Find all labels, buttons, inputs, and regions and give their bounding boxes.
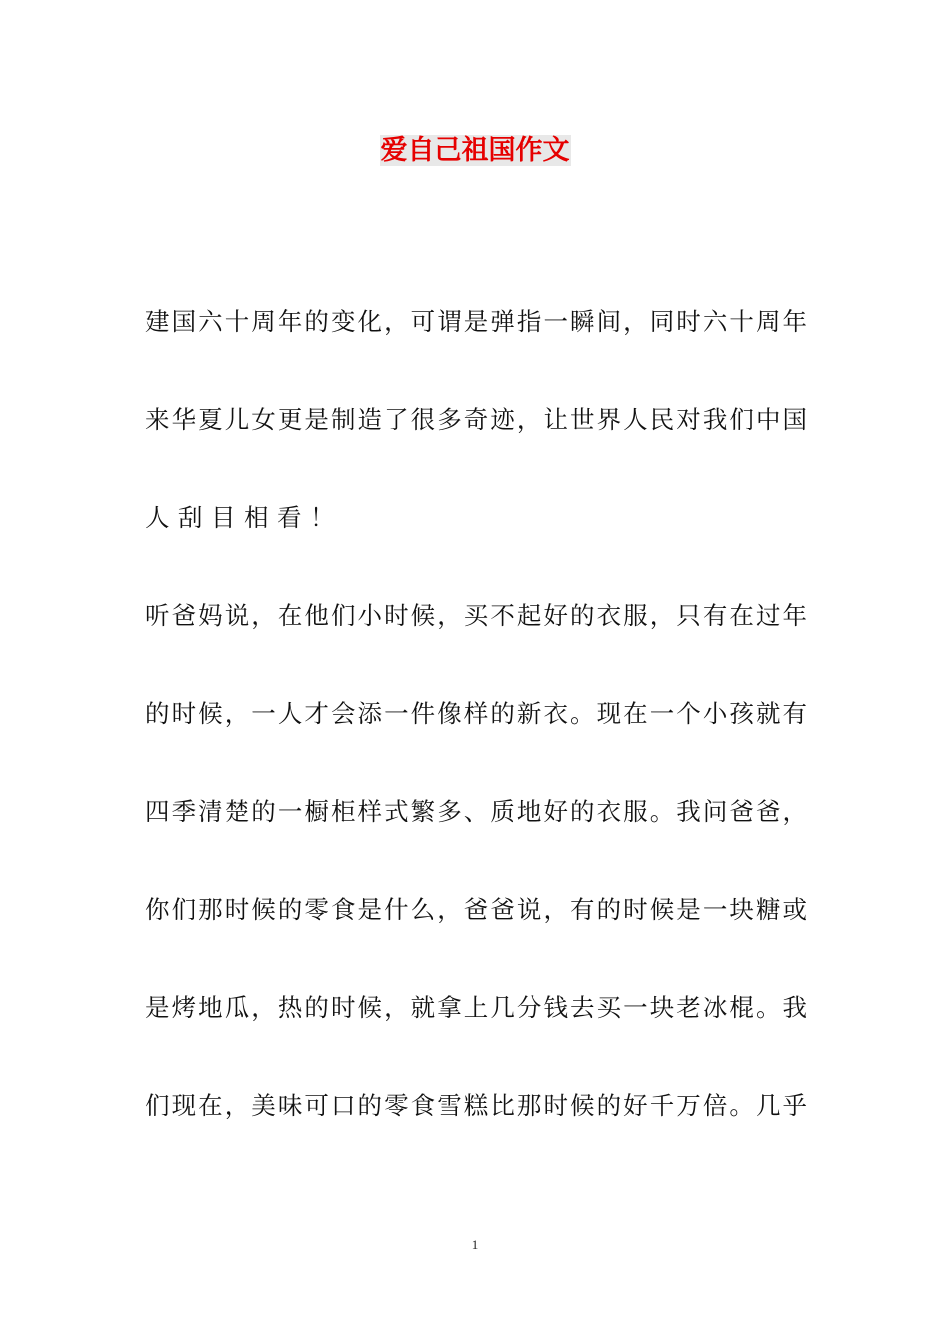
line-char: 清 bbox=[198, 797, 223, 826]
line-char: 食 bbox=[410, 1091, 436, 1120]
line-char: 时 bbox=[171, 699, 197, 728]
line-char: 建 bbox=[145, 307, 170, 336]
line-char: 的 bbox=[251, 797, 276, 826]
line-char: 零 bbox=[304, 895, 329, 924]
line-char: 你 bbox=[145, 895, 170, 924]
line-char: 四 bbox=[145, 797, 170, 826]
paragraph-line bbox=[145, 792, 807, 832]
line-char: 候 bbox=[649, 895, 675, 924]
line-char: 现 bbox=[171, 1091, 197, 1120]
line-char: 人 bbox=[145, 503, 170, 532]
line-char: 乎 bbox=[782, 1091, 807, 1120]
line-char: 好 bbox=[623, 1091, 648, 1120]
line-char: 的 bbox=[596, 1091, 622, 1120]
paragraph-line bbox=[145, 694, 807, 734]
line-char: 不 bbox=[490, 601, 515, 630]
line-char: 过 bbox=[755, 601, 781, 630]
line-char: 钱 bbox=[543, 993, 568, 1022]
line-char: 界 bbox=[596, 405, 622, 434]
line-char: 可 bbox=[304, 1091, 329, 1120]
line-char: 件 bbox=[410, 699, 436, 728]
line-char: ， bbox=[224, 699, 250, 728]
line-char: 人 bbox=[277, 699, 303, 728]
line-char: 会 bbox=[330, 699, 356, 728]
line-char: 去 bbox=[570, 993, 595, 1022]
line-char: 对 bbox=[676, 405, 701, 434]
line-char: 热 bbox=[277, 993, 303, 1022]
line-char: 时 bbox=[623, 895, 648, 924]
line-char: 什 bbox=[384, 895, 409, 924]
line-char: 问 bbox=[702, 797, 728, 826]
line-char: 十 bbox=[224, 307, 250, 336]
line-char: 老 bbox=[676, 993, 701, 1022]
line-char: 糕 bbox=[463, 1091, 489, 1120]
line-char: 的 bbox=[490, 699, 515, 728]
line-char: 儿 bbox=[224, 405, 250, 434]
line-char: 瓜 bbox=[224, 993, 250, 1022]
paragraph-line bbox=[145, 498, 807, 538]
line-char: 拿 bbox=[437, 993, 462, 1022]
line-char: 衣 bbox=[543, 699, 568, 728]
line-char: 周 bbox=[251, 307, 276, 336]
line-char: 才 bbox=[304, 699, 329, 728]
line-char: ， bbox=[251, 601, 276, 630]
line-char: 、 bbox=[463, 797, 489, 826]
line-char: 候 bbox=[198, 699, 223, 728]
line-char: 民 bbox=[649, 405, 675, 434]
line-char: 几 bbox=[755, 1091, 781, 1120]
line-char: 年 bbox=[782, 601, 807, 630]
line-char: 楚 bbox=[224, 797, 250, 826]
line-char: ， bbox=[224, 1091, 250, 1120]
line-char: 的 bbox=[570, 601, 595, 630]
line-char: 就 bbox=[755, 699, 781, 728]
line-char: 么 bbox=[410, 895, 436, 924]
line-char: 一 bbox=[543, 307, 568, 336]
line-char: 相 bbox=[244, 503, 269, 532]
line-char: 块 bbox=[649, 993, 675, 1022]
line-char: 爸 bbox=[463, 895, 489, 924]
line-char: 的 bbox=[145, 699, 170, 728]
line-char: 国 bbox=[782, 405, 807, 434]
line-char: 质 bbox=[490, 797, 515, 826]
line-char: ， bbox=[543, 895, 568, 924]
line-char: 时 bbox=[224, 895, 250, 924]
line-char: ， bbox=[649, 601, 675, 630]
line-char: 们 bbox=[145, 1091, 170, 1120]
line-char: 买 bbox=[596, 993, 622, 1022]
line-char: 我 bbox=[782, 993, 807, 1022]
line-char: 衣 bbox=[596, 797, 622, 826]
line-char: 一 bbox=[702, 895, 728, 924]
line-char: 在 bbox=[729, 601, 754, 630]
line-char: 华 bbox=[171, 405, 197, 434]
line-char: 多 bbox=[437, 405, 462, 434]
line-char: 买 bbox=[463, 601, 489, 630]
line-char: 一 bbox=[251, 699, 276, 728]
paragraph-line bbox=[145, 988, 807, 1028]
line-char: 食 bbox=[330, 895, 356, 924]
line-char: 季 bbox=[171, 797, 197, 826]
line-char: 起 bbox=[516, 601, 542, 630]
line-char: 的 bbox=[304, 307, 329, 336]
line-char: 妈 bbox=[198, 601, 223, 630]
line-char: 繁 bbox=[410, 797, 436, 826]
line-char: 几 bbox=[490, 993, 515, 1022]
line-char: 爸 bbox=[171, 601, 197, 630]
line-char: 有 bbox=[782, 699, 807, 728]
line-char: 好 bbox=[543, 601, 568, 630]
line-char: 我 bbox=[702, 405, 728, 434]
line-char: 是 bbox=[304, 405, 329, 434]
line-char: 好 bbox=[543, 797, 568, 826]
line-char: 的 bbox=[304, 993, 329, 1022]
line-char: 棍 bbox=[729, 993, 754, 1022]
line-char: 奇 bbox=[463, 405, 489, 434]
line-char: 地 bbox=[516, 797, 542, 826]
line-char: 们 bbox=[171, 895, 197, 924]
line-char: 爸 bbox=[755, 797, 781, 826]
line-char: 时 bbox=[330, 993, 356, 1022]
line-char: 我 bbox=[676, 797, 701, 826]
line-char: 的 bbox=[277, 895, 303, 924]
line-char: 地 bbox=[198, 993, 223, 1022]
line-char: 烤 bbox=[171, 993, 197, 1022]
line-char: 谓 bbox=[437, 307, 462, 336]
paragraph-line bbox=[145, 302, 807, 342]
document-title bbox=[0, 131, 950, 171]
line-char: 那 bbox=[198, 895, 223, 924]
line-char: 的 bbox=[570, 797, 595, 826]
line-char: 柜 bbox=[330, 797, 356, 826]
line-char: 夏 bbox=[198, 405, 223, 434]
line-char: 六 bbox=[198, 307, 223, 336]
line-char: 分 bbox=[516, 993, 542, 1022]
line-char: ， bbox=[251, 993, 276, 1022]
line-char: 爸 bbox=[490, 895, 515, 924]
line-char: 服 bbox=[623, 601, 648, 630]
line-char: 现 bbox=[596, 699, 622, 728]
line-char: 千 bbox=[649, 1091, 675, 1120]
line-char: 是 bbox=[676, 895, 701, 924]
line-char: 样 bbox=[463, 699, 489, 728]
line-char: 制 bbox=[330, 405, 356, 434]
line-char: 候 bbox=[570, 1091, 595, 1120]
paragraph-line bbox=[145, 1086, 807, 1126]
line-char: 冰 bbox=[702, 993, 728, 1022]
line-char: 时 bbox=[676, 307, 701, 336]
line-char: ， bbox=[623, 307, 648, 336]
line-char: 在 bbox=[277, 601, 303, 630]
line-char: 多 bbox=[437, 797, 462, 826]
line-char: 像 bbox=[437, 699, 462, 728]
line-char: 迹 bbox=[490, 405, 515, 434]
line-char: 爸 bbox=[729, 797, 754, 826]
line-char: 说 bbox=[516, 895, 542, 924]
line-char: 块 bbox=[729, 895, 754, 924]
line-char: 间 bbox=[596, 307, 622, 336]
line-char: 孩 bbox=[729, 699, 754, 728]
line-char: 女 bbox=[251, 405, 276, 434]
line-char: 变 bbox=[330, 307, 356, 336]
line-char: 。 bbox=[755, 993, 781, 1022]
line-char: 听 bbox=[145, 601, 170, 630]
line-char: ， bbox=[516, 405, 542, 434]
line-char: 是 bbox=[463, 307, 489, 336]
page-number: 1 bbox=[471, 1237, 479, 1252]
line-char: 瞬 bbox=[570, 307, 595, 336]
line-char: 世 bbox=[570, 405, 595, 434]
line-char: 一 bbox=[384, 699, 409, 728]
line-char: 说 bbox=[224, 601, 250, 630]
line-char: 们 bbox=[729, 405, 754, 434]
line-char: 美 bbox=[251, 1091, 276, 1120]
line-char: 年 bbox=[782, 307, 807, 336]
line-char: 们 bbox=[330, 601, 356, 630]
line-char: 六 bbox=[702, 307, 728, 336]
line-char: 周 bbox=[755, 307, 781, 336]
paragraph-line bbox=[145, 890, 807, 930]
line-char: 国 bbox=[171, 307, 197, 336]
line-char: 刮 bbox=[178, 503, 203, 532]
line-char: 一 bbox=[649, 699, 675, 728]
line-char: 是 bbox=[357, 895, 382, 924]
line-char: 可 bbox=[410, 307, 436, 336]
paragraph-line bbox=[145, 596, 807, 636]
line-char: 一 bbox=[277, 797, 303, 826]
line-char: 小 bbox=[357, 601, 382, 630]
line-char: ， bbox=[782, 797, 807, 826]
line-char: 或 bbox=[782, 895, 807, 924]
line-char: 是 bbox=[145, 993, 170, 1022]
line-char: 目 bbox=[211, 503, 236, 532]
line-char: 服 bbox=[623, 797, 648, 826]
line-char: 糖 bbox=[755, 895, 781, 924]
line-char: 味 bbox=[277, 1091, 303, 1120]
line-char: 就 bbox=[410, 993, 436, 1022]
line-char: 零 bbox=[384, 1091, 409, 1120]
line-char: 他 bbox=[304, 601, 329, 630]
line-char: 更 bbox=[277, 405, 303, 434]
line-char: 人 bbox=[623, 405, 648, 434]
line-char: 一 bbox=[623, 993, 648, 1022]
line-char: 年 bbox=[277, 307, 303, 336]
line-char: 倍 bbox=[702, 1091, 728, 1120]
paragraph-line bbox=[145, 400, 807, 440]
line-char: 比 bbox=[490, 1091, 515, 1120]
line-char: 很 bbox=[410, 405, 436, 434]
line-char: ， bbox=[384, 307, 409, 336]
line-char: 了 bbox=[384, 405, 409, 434]
line-char: 弹 bbox=[490, 307, 515, 336]
line-char: 添 bbox=[357, 699, 382, 728]
line-char: ， bbox=[437, 601, 462, 630]
line-char: 的 bbox=[357, 1091, 382, 1120]
line-char: 时 bbox=[543, 1091, 568, 1120]
line-char: 来 bbox=[145, 405, 170, 434]
line-char: 有 bbox=[702, 601, 728, 630]
line-char: 衣 bbox=[596, 601, 622, 630]
title-text: 爱自己祖国作文 bbox=[380, 135, 570, 166]
line-char: 有 bbox=[570, 895, 595, 924]
line-char: 在 bbox=[623, 699, 648, 728]
line-char: 时 bbox=[384, 601, 409, 630]
line-char: 样 bbox=[357, 797, 382, 826]
line-char: 万 bbox=[676, 1091, 701, 1120]
line-char: 个 bbox=[676, 699, 701, 728]
line-char: 在 bbox=[198, 1091, 223, 1120]
line-char: 候 bbox=[357, 993, 382, 1022]
line-char: 同 bbox=[649, 307, 675, 336]
line-char: 小 bbox=[702, 699, 728, 728]
line-char: 化 bbox=[357, 307, 382, 336]
line-char: 口 bbox=[330, 1091, 356, 1120]
line-char: 让 bbox=[543, 405, 568, 434]
line-char: 看 bbox=[277, 503, 302, 532]
line-char: 的 bbox=[596, 895, 622, 924]
line-char: 造 bbox=[357, 405, 382, 434]
line-char: 只 bbox=[676, 601, 701, 630]
line-char: 中 bbox=[755, 405, 781, 434]
line-char: ， bbox=[384, 993, 409, 1022]
line-char: 那 bbox=[516, 1091, 542, 1120]
line-char: 雪 bbox=[437, 1091, 462, 1120]
line-char: 式 bbox=[384, 797, 409, 826]
line-char: 上 bbox=[463, 993, 489, 1022]
line-char: 候 bbox=[410, 601, 436, 630]
line-char: 指 bbox=[516, 307, 542, 336]
line-char: 。 bbox=[570, 699, 595, 728]
line-char: ！ bbox=[310, 503, 335, 532]
line-char: 十 bbox=[729, 307, 754, 336]
line-char: ， bbox=[437, 895, 462, 924]
line-char: 新 bbox=[516, 699, 542, 728]
line-char: 橱 bbox=[304, 797, 329, 826]
line-char: 候 bbox=[251, 895, 276, 924]
line-char: 。 bbox=[729, 1091, 754, 1120]
line-char: 。 bbox=[649, 797, 675, 826]
